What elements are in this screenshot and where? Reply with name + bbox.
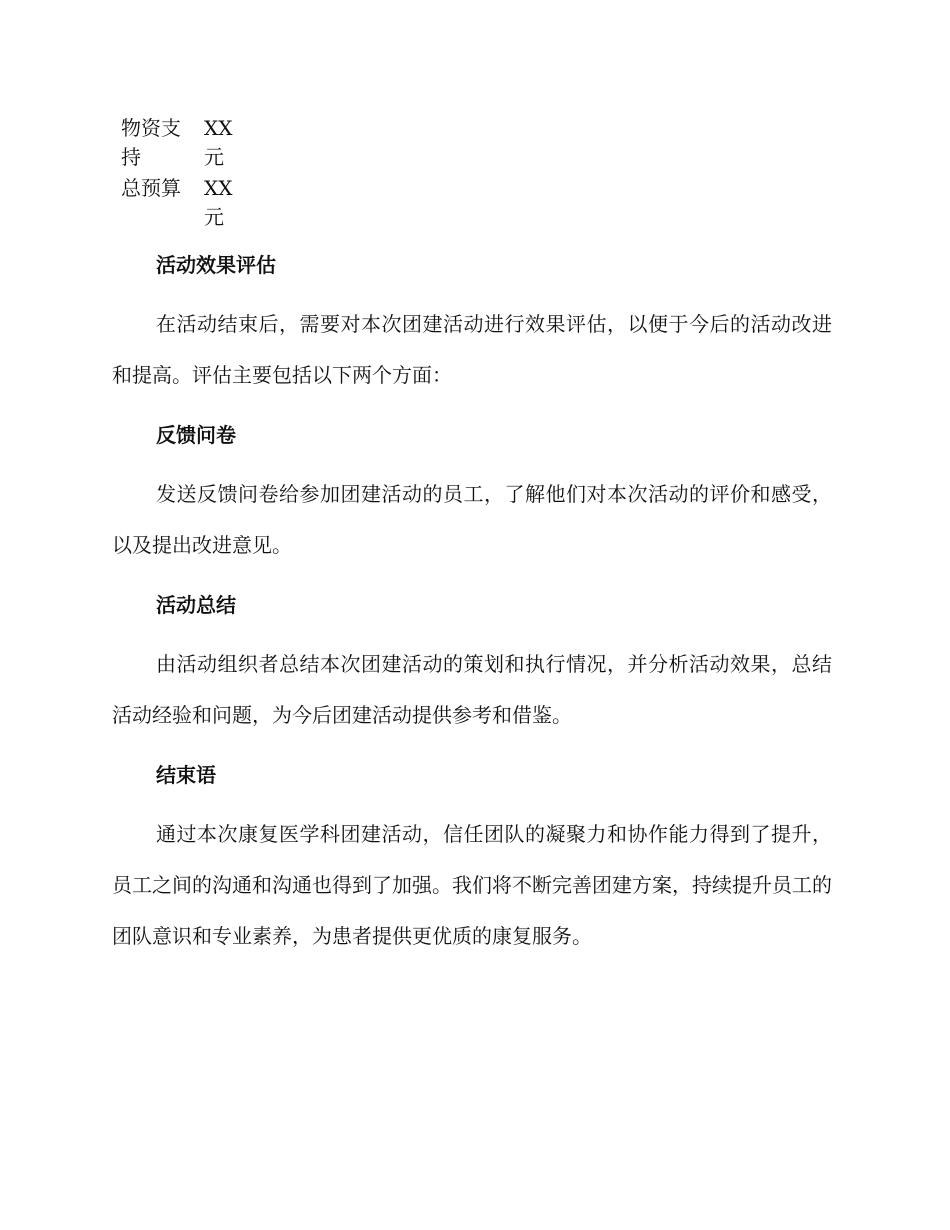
section-heading-conclusion: 结束语 [156, 763, 216, 787]
budget-label-cell [112, 172, 193, 232]
budget-value: XX元 [204, 176, 233, 229]
section-heading-evaluation: 活动效果评估 [156, 253, 276, 277]
section-paragraph-evaluation: 在活动结束后，需要对本次团建活动进行效果评估，以便于今后的活动改进和提高。评估主要包括以下两个方面： [112, 312, 832, 387]
section-paragraph-feedback: 发送反馈问卷给参加团建活动的员工，了解他们对本次活动的评价和感受，以及提出改进意见。 [112, 482, 832, 557]
budget-value-cell [193, 172, 244, 232]
document-body [112, 248, 832, 962]
budget-row-total [112, 172, 244, 232]
budget-label-cell [112, 114, 193, 172]
section-paragraph-summary: 由活动组织者总结本次团建活动的策划和执行情况，并分析活动效果，总结活动经验和问题，为今后团建活动提供参考和借鉴。 [112, 652, 832, 727]
budget-table [112, 114, 244, 232]
budget-value: XX元 [204, 116, 233, 169]
budget-row-materials [112, 114, 244, 172]
budget-value-cell [193, 114, 244, 172]
section-heading-summary: 活动总结 [156, 593, 236, 617]
budget-label: 总预算 [121, 176, 181, 200]
section-heading-feedback: 反馈问卷 [156, 423, 236, 447]
budget-label: 物资支持 [121, 116, 181, 169]
section-paragraph-conclusion: 通过本次康复医学科团建活动，信任团队的凝聚力和协作能力得到了提升，员工之间的沟通和沟通也得到了加强。我们将不断完善团建方案，持续提升员工的团队意识和专业素养，为患者提供更优质的康复服务。 [112, 822, 832, 948]
